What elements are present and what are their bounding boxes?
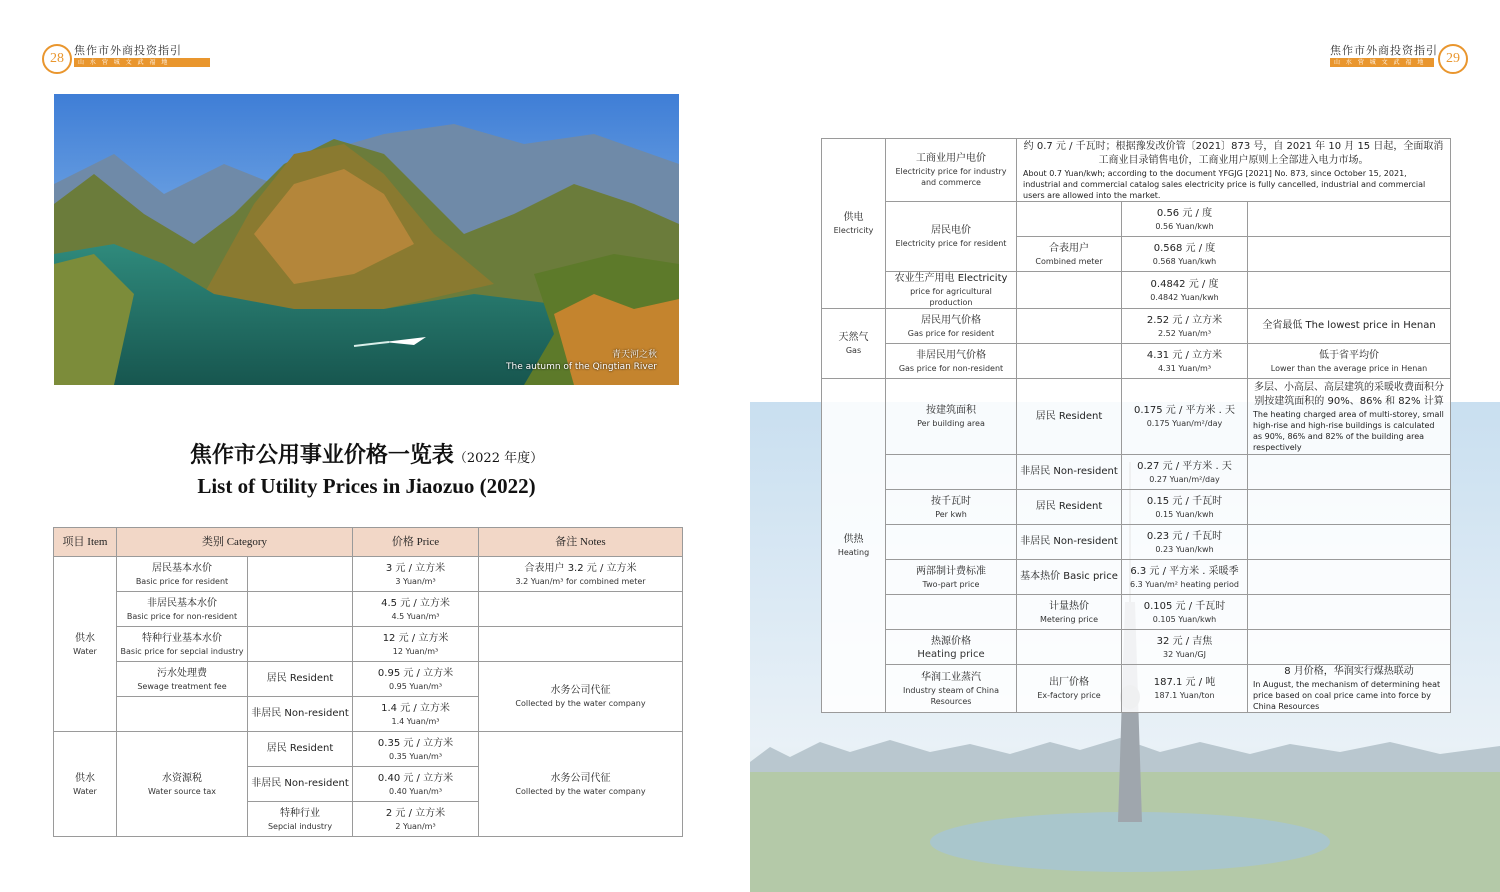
subcategory-en: Combined meter xyxy=(1035,256,1103,266)
category-en: Basic price for resident xyxy=(135,576,229,586)
subcategory-cell xyxy=(1017,309,1122,344)
item-cell xyxy=(54,732,117,837)
header-item: 项目 Item xyxy=(54,528,117,557)
category-en: Electricity price for industry and commerce xyxy=(895,167,1007,187)
price-cn: 4.31 元 / 立方米 xyxy=(1146,349,1223,361)
price-en: 6.3 Yuan/m² heating period xyxy=(1130,579,1239,589)
price-cn: 3 元 / 立方米 xyxy=(385,562,446,574)
header-category: 类别 Category xyxy=(117,528,353,557)
price-en: 2 Yuan/m³ xyxy=(395,821,436,831)
notes-cell xyxy=(1248,344,1451,379)
category-en: Basic price for non-resident xyxy=(126,611,238,621)
category-cn: 水资源税 xyxy=(162,772,202,784)
category-cn: 两部制计费标准 xyxy=(916,565,986,577)
table-row xyxy=(822,560,1451,595)
category-cell xyxy=(886,379,1017,455)
category-cell xyxy=(886,630,1017,665)
note-en: Lower than the average price in Henan xyxy=(1270,363,1428,373)
table-row xyxy=(54,732,683,767)
table-row xyxy=(822,272,1451,309)
item-cn: 供水 xyxy=(75,632,95,644)
subcategory-cell: 非居民 Non-resident xyxy=(1017,525,1122,560)
price-cell xyxy=(1122,595,1248,630)
price-cn: 2.52 元 / 立方米 xyxy=(1146,314,1223,326)
category-en: Heating price xyxy=(917,648,985,660)
price-en: 0.23 Yuan/kwh xyxy=(1155,544,1214,554)
subcategory-cell xyxy=(248,802,353,837)
header-notes: 备注 Notes xyxy=(479,528,683,557)
category-cell xyxy=(886,490,1017,525)
category-cn: 非居民用气价格 xyxy=(916,349,986,361)
table-row xyxy=(54,627,683,662)
price-en: 32 Yuan/GJ xyxy=(1163,649,1206,659)
price-en: 0.568 Yuan/kwh xyxy=(1152,256,1217,266)
item-en: Gas xyxy=(845,346,862,355)
price-cn: 32 元 / 吉焦 xyxy=(1156,635,1213,647)
subcategory-cell xyxy=(1017,202,1122,237)
note-en: Collected by the water company xyxy=(515,786,646,796)
notes-cell xyxy=(479,592,683,627)
table-row xyxy=(822,665,1451,713)
price-cell xyxy=(353,697,479,732)
table-row xyxy=(822,595,1451,630)
subcategory-cell: 居民 Resident xyxy=(248,662,353,697)
notes-cell xyxy=(1248,272,1451,309)
table-header-row xyxy=(54,528,683,557)
note-cn: 低于省平均价 xyxy=(1319,349,1380,361)
note-en: About 0.7 Yuan/kwh; according to the document YFGJG [2021] No. 873, since October 15, 2021, industrial and commercial catalog sales electricity price is fully cancelled, industrial and commercial users are allowed into the market. xyxy=(1023,168,1426,200)
price-cell xyxy=(1122,665,1248,713)
price-cn: 0.95 元 / 立方米 xyxy=(377,667,454,679)
table-title-cn xyxy=(54,438,679,469)
subcategory-cell: 基本热价 Basic price xyxy=(1017,560,1122,595)
category-cn: 按建筑面积 xyxy=(926,405,976,416)
header-title: 焦作市外商投资指引 xyxy=(74,44,182,57)
table-title-en: List of Utility Prices in Jiaozuo (2022) xyxy=(197,474,536,498)
price-en: 2.52 Yuan/m³ xyxy=(1157,328,1212,338)
subcategory-cell xyxy=(1017,665,1122,713)
notes-cell xyxy=(479,557,683,592)
category-cn: 特种行业基本水价 xyxy=(142,632,222,644)
price-en: 0.105 Yuan/kwh xyxy=(1152,614,1217,624)
category-cell xyxy=(117,557,248,592)
category-en: Two-part price xyxy=(922,579,980,589)
table-row xyxy=(822,379,1451,455)
price-cn: 0.105 元 / 千瓦时 xyxy=(1143,600,1226,612)
price-cn: 6.3 元 / 平方米 . 采暖季 xyxy=(1130,565,1239,577)
photo-caption-en: The autumn of the Qingtian River xyxy=(506,362,657,372)
subcategory-en: Ex-factory price xyxy=(1037,691,1101,700)
category-cn: 工商业用户电价 xyxy=(916,153,986,164)
category-cell xyxy=(886,525,1017,560)
price-en: 187.1 Yuan/ton xyxy=(1154,691,1215,700)
subcategory-cn: 合表用户 xyxy=(1049,242,1089,254)
table-row xyxy=(54,662,683,697)
category-cell xyxy=(886,665,1017,713)
category-cell xyxy=(117,662,248,697)
price-cn: 2 元 / 立方米 xyxy=(385,807,446,819)
price-cell xyxy=(353,592,479,627)
table-row xyxy=(54,557,683,592)
price-en: 1.4 Yuan/m³ xyxy=(391,716,440,726)
subcategory-cn: 计量热价 xyxy=(1049,600,1089,612)
subcategory-cell xyxy=(1017,272,1122,309)
header-tagline: 山 水 营 城 文 武 福 地 xyxy=(74,58,210,67)
notes-cell xyxy=(1248,525,1451,560)
price-en: 0.56 Yuan/kwh xyxy=(1155,221,1214,231)
item-cn: 天然气 xyxy=(838,332,869,343)
category-cell xyxy=(886,139,1017,202)
water-price-table xyxy=(53,527,683,837)
subcategory-cell: 居民 Resident xyxy=(1017,490,1122,525)
page-number: 28 xyxy=(42,44,72,74)
price-en: 0.4842 Yuan/kwh xyxy=(1150,292,1219,302)
table-row xyxy=(822,455,1451,490)
category-en: Per kwh xyxy=(935,509,967,519)
category-cell xyxy=(117,732,248,837)
table-row xyxy=(54,592,683,627)
notes-cell xyxy=(1248,237,1451,272)
item-cell xyxy=(822,139,886,309)
item-en: Water xyxy=(73,786,97,796)
note-en: The heating charged area of multi-storey, small high-rise and high-rise buildings is calculated as 90%, 86% and 82% of the building area respectively xyxy=(1253,409,1444,452)
item-cell xyxy=(54,557,117,732)
price-cn: 187.1 元 / 吨 xyxy=(1153,677,1216,688)
category-cn: 居民用气价格 xyxy=(921,314,981,326)
notes-cell xyxy=(1248,595,1451,630)
river-valley-photo xyxy=(54,94,679,385)
table-row xyxy=(822,490,1451,525)
landscape-illustration xyxy=(54,94,679,385)
price-cell xyxy=(1122,344,1248,379)
price-cell xyxy=(1122,525,1248,560)
price-en: 0.15 Yuan/kwh xyxy=(1155,509,1214,519)
category-cell xyxy=(117,627,248,662)
category-cell xyxy=(886,560,1017,595)
price-cell xyxy=(1122,490,1248,525)
price-cn: 0.568 元 / 度 xyxy=(1153,242,1216,254)
title-cn-text: 焦作市公用事业价格一览表 xyxy=(189,443,454,468)
subcategory-cell xyxy=(1017,595,1122,630)
category-cn: 居民电价 xyxy=(931,225,971,236)
subcategory-cell: 非居民 Non-resident xyxy=(248,767,353,802)
note-cn: 水务公司代征 xyxy=(550,685,611,696)
category-en: Per building area xyxy=(917,419,985,428)
category-cn: 污水处理费 xyxy=(157,667,207,679)
photo-caption-cn: 青天河之秋 xyxy=(611,350,657,360)
category-cn: 非居民基本水价 xyxy=(147,597,217,609)
item-cn: 供热 xyxy=(843,534,864,545)
subcategory-cell xyxy=(1017,344,1122,379)
table-row xyxy=(822,202,1451,237)
category-en: Gas price for resident xyxy=(907,328,995,338)
price-cn: 1.4 元 / 立方米 xyxy=(381,702,450,714)
price-cell xyxy=(1122,272,1248,309)
note-cn: 水务公司代征 xyxy=(550,772,611,784)
subcategory-cell: 非居民 Non-resident xyxy=(1017,455,1122,490)
subcategory-cn: 出厂价格 xyxy=(1049,677,1089,688)
notes-cell xyxy=(479,627,683,662)
title-year: （2022 年度） xyxy=(453,451,544,466)
note-cn: 8 月价格，华润实行煤热联动 xyxy=(1284,666,1414,677)
subcategory-en: Sepcial industry xyxy=(267,821,333,831)
subcategory-en: Metering price xyxy=(1040,614,1098,624)
note-cn: 合表用户 3.2 元 / 立方米 xyxy=(524,562,637,574)
category-cell xyxy=(117,592,248,627)
price-cell xyxy=(353,557,479,592)
notes-cell xyxy=(1248,665,1451,713)
item-cell xyxy=(822,379,886,713)
table-row xyxy=(822,525,1451,560)
category-cell xyxy=(886,202,1017,272)
category-cell xyxy=(117,697,248,732)
page-number: 29 xyxy=(1438,44,1468,74)
subcategory-cn: 特种行业 xyxy=(280,807,320,819)
notes-cell xyxy=(1248,630,1451,665)
price-cell xyxy=(1122,237,1248,272)
subcategory-cell xyxy=(248,627,353,662)
price-cell xyxy=(353,732,479,767)
price-cn: 4.5 元 / 立方米 xyxy=(381,597,450,609)
price-en: 0.27 Yuan/m²/day xyxy=(1149,474,1220,484)
category-cn: 华润工业蒸汽 xyxy=(921,671,981,683)
subcategory-cell: 居民 Resident xyxy=(248,732,353,767)
price-cn: 0.35 元 / 立方米 xyxy=(377,737,454,749)
note-en: 3.2 Yuan/m³ for combined meter xyxy=(515,576,646,586)
price-cell xyxy=(353,627,479,662)
notes-cell xyxy=(1248,490,1451,525)
subcategory-cell: 非居民 Non-resident xyxy=(248,697,353,732)
notes-cell xyxy=(1248,455,1451,490)
table-row xyxy=(822,344,1451,379)
category-cell xyxy=(886,595,1017,630)
price-cell xyxy=(1122,560,1248,595)
price-cn: 0.23 元 / 千瓦时 xyxy=(1146,530,1223,542)
price-en: 12 Yuan/m³ xyxy=(392,646,439,656)
category-cn: 热源价格 xyxy=(931,635,971,647)
price-en: 0.40 Yuan/m³ xyxy=(388,786,443,796)
notes-cell: 全省最低 The lowest price in Henan xyxy=(1248,309,1451,344)
price-cell xyxy=(1122,202,1248,237)
price-cn: 0.15 元 / 千瓦时 xyxy=(1146,495,1223,507)
notes-cell xyxy=(1017,139,1451,202)
category-cn: 农业生产用电 Electricity xyxy=(894,273,1008,284)
notes-cell xyxy=(479,732,683,837)
category-cn: 居民基本水价 xyxy=(152,562,212,574)
price-cell xyxy=(1122,379,1248,455)
subcategory-cell xyxy=(1017,237,1122,272)
subcategory-cell: 居民 Resident xyxy=(1017,379,1122,455)
price-cn: 12 元 / 立方米 xyxy=(382,632,449,644)
notes-cell xyxy=(1248,560,1451,595)
price-cell xyxy=(1122,309,1248,344)
category-cell xyxy=(886,272,1017,309)
price-cn: 0.4842 元 / 度 xyxy=(1150,278,1219,290)
note-cn: 多层、小高层、高层建筑的采暖收费面积分别按建筑面积的 90%、86% 和 82% 计算 xyxy=(1254,381,1445,407)
table-row xyxy=(822,630,1451,665)
category-cell xyxy=(886,344,1017,379)
category-en: Gas price for non-resident xyxy=(898,363,1004,373)
price-en: 3 Yuan/m³ xyxy=(395,576,436,586)
category-cell xyxy=(886,309,1017,344)
note-en: Collected by the water company xyxy=(515,699,646,708)
price-cell xyxy=(353,662,479,697)
price-en: 0.175 Yuan/m²/day xyxy=(1146,419,1223,428)
category-en: Electricity price for resident xyxy=(895,239,1007,248)
notes-cell xyxy=(479,662,683,732)
subcategory-cell xyxy=(248,592,353,627)
price-en: 0.95 Yuan/m³ xyxy=(388,681,443,691)
item-cell xyxy=(822,309,886,379)
notes-cell xyxy=(1248,202,1451,237)
item-en: Electricity xyxy=(833,226,874,235)
header-tagline: 山 水 营 城 文 武 福 地 xyxy=(1330,58,1434,67)
category-en: price for agricultural production xyxy=(910,287,992,307)
category-en: Sewage treatment fee xyxy=(137,681,227,691)
utility-price-table xyxy=(821,138,1451,713)
category-cell xyxy=(886,455,1017,490)
price-en: 4.31 Yuan/m³ xyxy=(1157,363,1212,373)
note-cn: 约 0.7 元 / 千瓦时；根据豫发改价管〔2021〕873 号，自 2021 年 10 月 15 日起，全面取消工商业目录销售电价，工商业用户原则上全部进入电力市场。 xyxy=(1023,140,1444,166)
item-cn: 供水 xyxy=(75,772,95,784)
category-en: Basic price for sepcial industry xyxy=(120,646,244,656)
item-cn: 供电 xyxy=(843,212,864,223)
notes-cell xyxy=(1248,379,1451,455)
price-cn: 0.56 元 / 度 xyxy=(1156,207,1213,219)
item-en: Water xyxy=(73,646,97,656)
price-cell xyxy=(353,767,479,802)
header-price: 价格 Price xyxy=(353,528,479,557)
price-cn: 0.27 元 / 平方米 . 天 xyxy=(1137,460,1232,472)
price-cell xyxy=(353,802,479,837)
category-cn: 按千瓦时 xyxy=(931,495,971,507)
item-en: Heating xyxy=(837,548,870,557)
category-en: Water source tax xyxy=(147,786,217,796)
price-cn: 0.40 元 / 立方米 xyxy=(377,772,454,784)
header-title: 焦作市外商投资指引 xyxy=(1330,44,1438,57)
table-row xyxy=(822,139,1451,202)
price-en: 4.5 Yuan/m³ xyxy=(391,611,440,621)
photo-caption xyxy=(506,349,657,373)
price-en: 0.35 Yuan/m³ xyxy=(388,751,443,761)
note-en: In August, the mechanism of determining heat price based on coal price came into force by China Resources xyxy=(1253,680,1441,711)
price-cell xyxy=(1122,455,1248,490)
price-cn: 0.175 元 / 平方米 . 天 xyxy=(1133,405,1236,416)
price-cell xyxy=(1122,630,1248,665)
subcategory-cell xyxy=(1017,630,1122,665)
category-en: Industry steam of China Resources xyxy=(902,685,1000,706)
subcategory-cell xyxy=(248,557,353,592)
table-row xyxy=(822,309,1451,344)
